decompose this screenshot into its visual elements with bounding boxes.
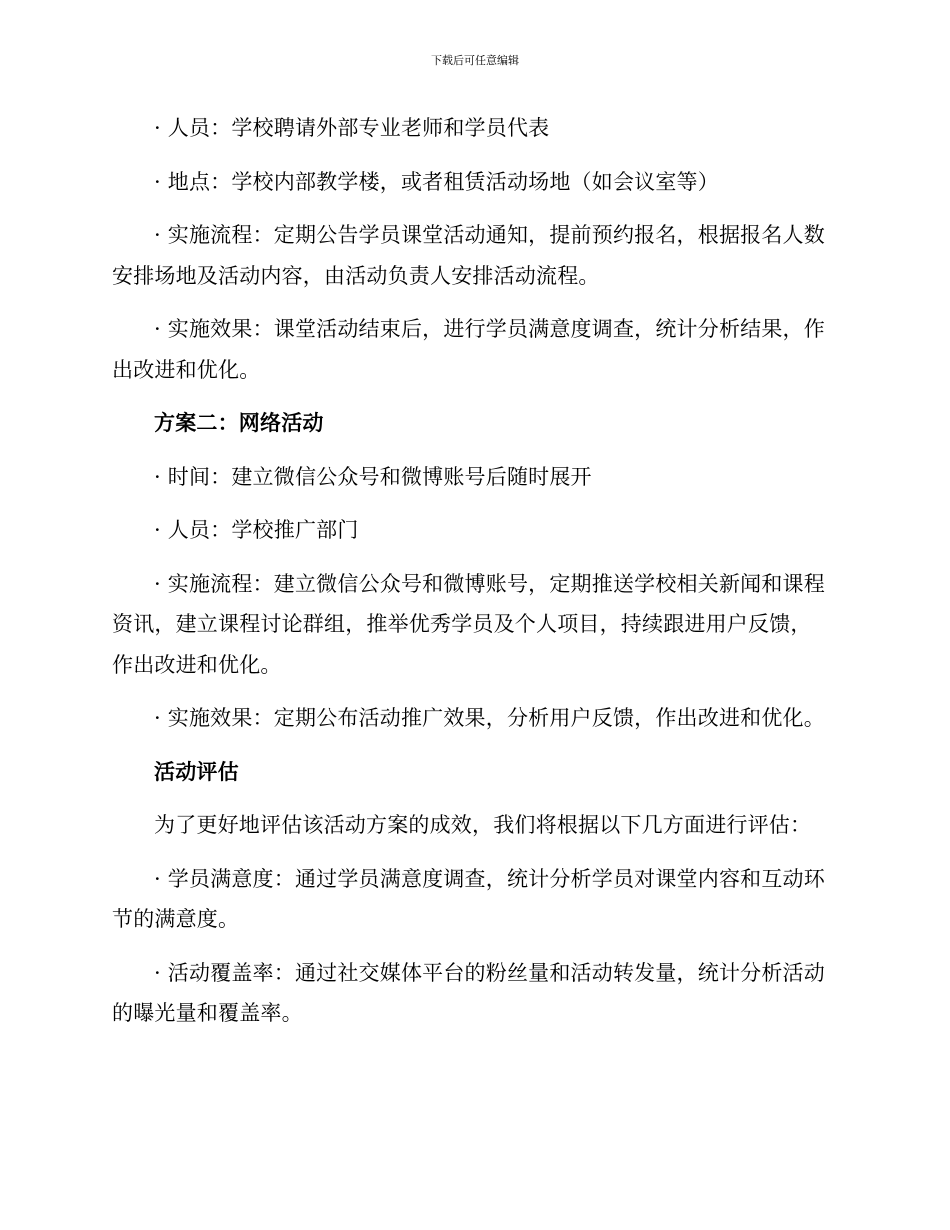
paragraph-effect-2: · 实施效果：定期公布活动推广效果，分析用户反馈，作出改进和优化。 [154,706,825,730]
paragraph-coverage: · 活动覆盖率：通过社交媒体平台的粉丝量和活动转发量，统计分析活动的曝光量和覆盖率。 [112,960,825,1025]
paragraph-effect-1: · 实施效果：课堂活动结束后，进行学员满意度调查，统计分析结果，作出改进和优化。 [112,317,825,382]
paragraph-personnel-1: · 人员：学校聘请外部专业老师和学员代表 [154,116,550,140]
paragraph-process-1: · 实施流程：定期公告学员课堂活动通知，提前预约报名，根据报名人数安排场地及活动内容，由活动负责人安排活动流程。 [112,223,825,288]
paragraph-location: · 地点：学校内部教学楼，或者租赁活动场地（如会议室等） [154,169,719,194]
paragraph-time: · 时间：建立微信公众号和微博账号后随时展开 [154,464,592,489]
paragraph-evaluation-intro: 为了更好地评估该活动方案的成效，我们将根据以下几方面进行评估： [154,813,812,837]
paragraph-personnel-2: · 人员：学校推广部门 [154,518,359,542]
paragraph-satisfaction: · 学员满意度：通过学员满意度调查，统计分析学员对课堂内容和互动环节的满意度。 [112,866,825,931]
page-header: 下载后可任意编辑 [431,54,519,67]
paragraph-process-2: · 实施流程：建立微信公众号和微博账号，定期推送学校相关新闻和课程资讯，建立课程讨论群组，推举优秀学员及个人项目，持续跟进用户反馈，作出改进和优化。 [112,571,825,677]
heading-evaluation: 活动评估 [154,759,239,784]
heading-plan-two: 方案二：网络活动 [154,411,324,435]
document-body [112,108,828,1047]
